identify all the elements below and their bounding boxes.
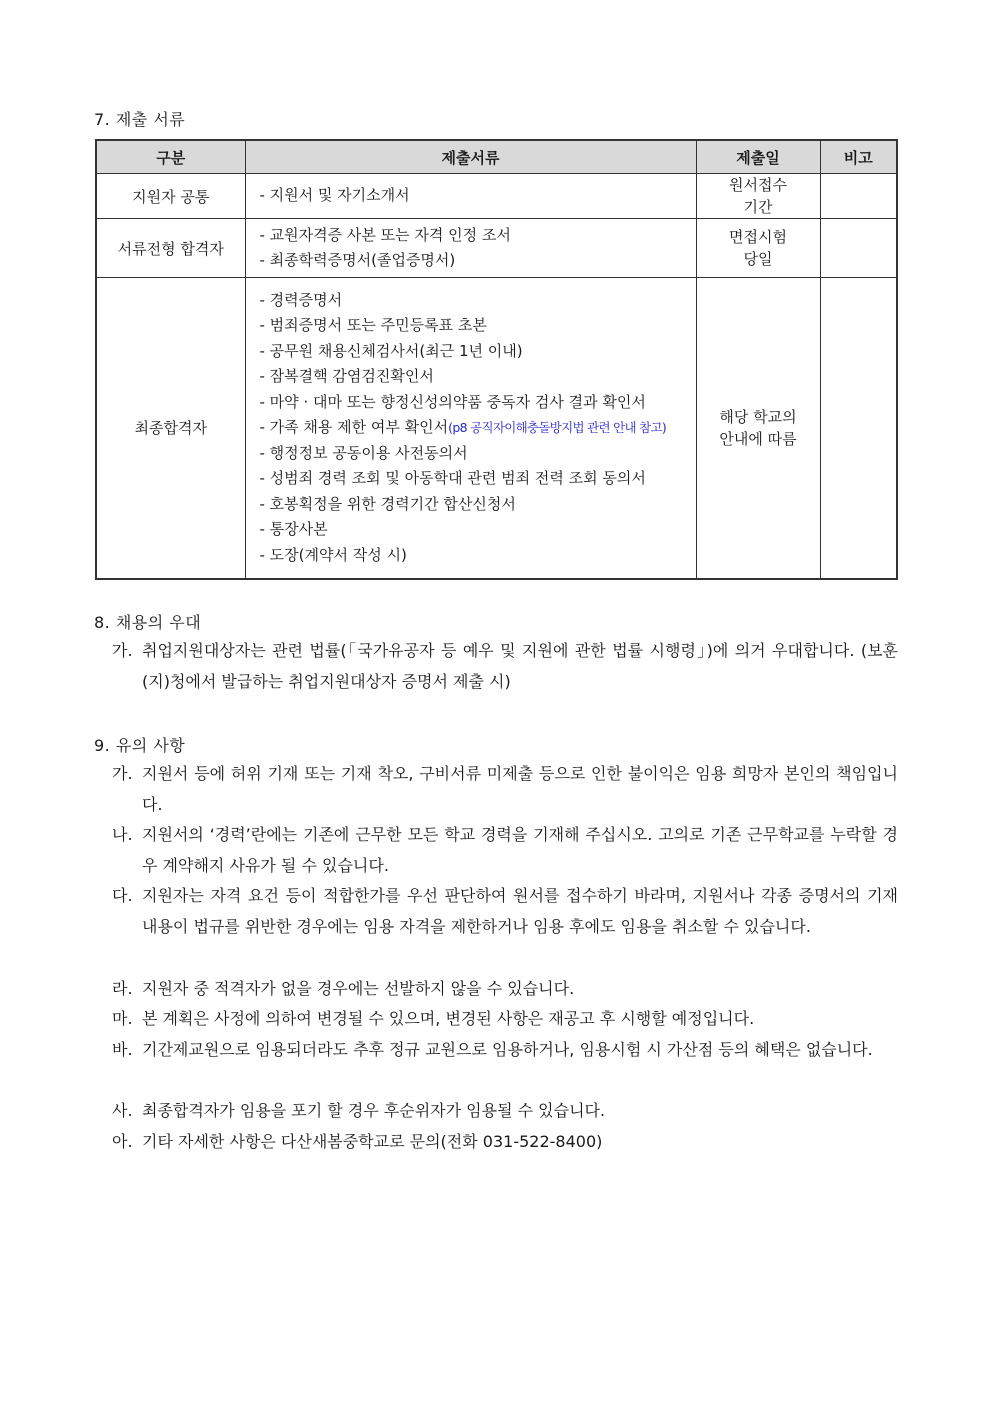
list-text: 지원서의 ‘경력’란에는 기존에 근무한 모든 학교 경력을 기재해 주십시오. 고의로 기존 근무학교를 누락할 경우 계약해지 사유가 될 수 있습니다.	[142, 825, 898, 875]
section-9-title: 9. 유의 사항	[94, 736, 186, 755]
list-item	[112, 1096, 898, 1127]
list-marker: 가.	[112, 764, 133, 783]
document-item-text: - 가족 채용 제한 여부 확인서	[259, 418, 449, 436]
list-marker: 다.	[112, 886, 133, 905]
list-text: 기간제교원으로 임용되더라도 추후 정규 교원으로 임용하거나, 임용시험 시 가산점 등의 혜택은 없습니다.	[142, 1040, 873, 1059]
header-date: 제출일	[696, 140, 820, 174]
document-item: - 경력증명서	[259, 290, 343, 309]
list-text: 지원자 중 적격자가 없을 경우에는 선발하지 않을 수 있습니다.	[142, 979, 575, 998]
list-marker: 나.	[112, 825, 133, 844]
row-category: 지원자 공통	[96, 174, 245, 219]
section-8-title: 8. 채용의 우대	[94, 613, 202, 632]
list-item	[112, 1035, 898, 1066]
row-documents	[245, 219, 696, 278]
header-note: 비고	[820, 140, 897, 174]
row-category: 최종합격자	[96, 278, 245, 579]
list-item	[112, 636, 898, 697]
list-item	[112, 1127, 898, 1158]
date-line: 당일	[743, 250, 773, 268]
list-item	[112, 881, 898, 942]
document-item-family	[260, 415, 696, 441]
list-text: 지원자는 자격 요건 등이 적합한가를 우선 판단하여 원서를 접수하기 바라며, 지원서나 각종 증명서의 기재 내용이 법규를 위반한 경우에는 임용 자격을 제한하거나 임용 후에도 임용을 취소할 수 있습니다.	[142, 886, 898, 936]
list-text: 기타 자세한 사항은 다산새봄중학교로 문의(전화 031-522-8400)	[142, 1132, 603, 1151]
list-text: 최종합격자가 임용을 포기 할 경우 후순위자가 임용될 수 있습니다.	[142, 1101, 606, 1120]
document-item: - 호봉획정을 위한 경력기간 합산신청서	[259, 494, 516, 513]
document-item: - 잠복결핵 감염검진확인서	[259, 367, 434, 385]
row-note	[820, 219, 897, 278]
document-item: - 도장(계약서 작성 시)	[259, 545, 407, 564]
header-category: 구분	[96, 140, 245, 174]
document-item: - 범죄증명서 또는 주민등록표 초본	[259, 316, 487, 334]
list-text: 취업지원대상자는 관련 법률(「국가유공자 등 예우 및 지원에 관한 법률 시행령」)에 의거 우대합니다. (보훈(지)청에서 발급하는 취업지원대상자 증명서 제출 시)	[142, 641, 898, 691]
list-marker: 가.	[112, 641, 133, 660]
list-item	[112, 759, 898, 820]
date-line: 면접시험	[729, 228, 787, 246]
list-marker: 사.	[112, 1101, 133, 1120]
table-row	[96, 278, 897, 579]
row-note	[820, 278, 897, 579]
list-item	[112, 974, 898, 1005]
date-line: 기간	[743, 198, 773, 216]
date-line: 원서접수	[729, 176, 787, 194]
list-text: 본 계획은 사정에 의하여 변경될 수 있으며, 변경된 사항은 재공고 후 시행할 예정입니다.	[142, 1009, 755, 1028]
row-date	[696, 219, 820, 278]
list-marker: 마.	[112, 1009, 133, 1028]
document-item: - 행정정보 공동이용 사전동의서	[259, 443, 468, 462]
list-marker: 아.	[112, 1132, 133, 1151]
documents-table	[95, 139, 898, 580]
document-item: - 마약 · 대마 또는 향정신성의약품 중독자 검사 결과 확인서	[259, 392, 646, 411]
date-line: 안내에 따름	[719, 429, 797, 448]
row-documents	[245, 278, 696, 579]
list-text: 지원서 등에 허위 기재 또는 기재 착오, 구비서류 미제출 등으로 인한 불이익은 임용 희망자 본인의 책임입니다.	[142, 764, 898, 814]
document-item: - 교원자격증 사본 또는 자격 인정 조서	[259, 225, 511, 244]
list-marker: 바.	[112, 1040, 133, 1059]
table-row	[96, 219, 897, 278]
row-category: 서류전형 합격자	[96, 219, 245, 278]
date-line: 해당 학교의	[719, 407, 797, 426]
section-7-title: 7. 제출 서류	[94, 110, 186, 129]
document-item: - 통장사본	[259, 520, 328, 538]
table-row	[96, 174, 897, 219]
list-marker: 라.	[112, 979, 133, 998]
table-header-row	[96, 140, 897, 174]
list-item	[112, 820, 898, 881]
list-item	[112, 1004, 898, 1035]
document-item: - 성범죄 경력 조회 및 아동학대 관련 범죄 전력 조회 동의서	[259, 469, 646, 487]
document-item: - 최종학력증명서(졸업증명서)	[259, 251, 456, 269]
row-note	[820, 174, 897, 219]
row-date	[696, 174, 820, 219]
family-note: (p8 공직자이해충돌방지법 관련 안내 참고)	[448, 420, 667, 435]
document-item: - 공무원 채용신체검사서(최근 1년 이내)	[259, 341, 523, 360]
row-documents	[245, 174, 696, 219]
row-date	[696, 278, 820, 579]
header-documents: 제출서류	[245, 140, 696, 174]
document-item: - 지원서 및 자기소개서	[259, 186, 410, 205]
